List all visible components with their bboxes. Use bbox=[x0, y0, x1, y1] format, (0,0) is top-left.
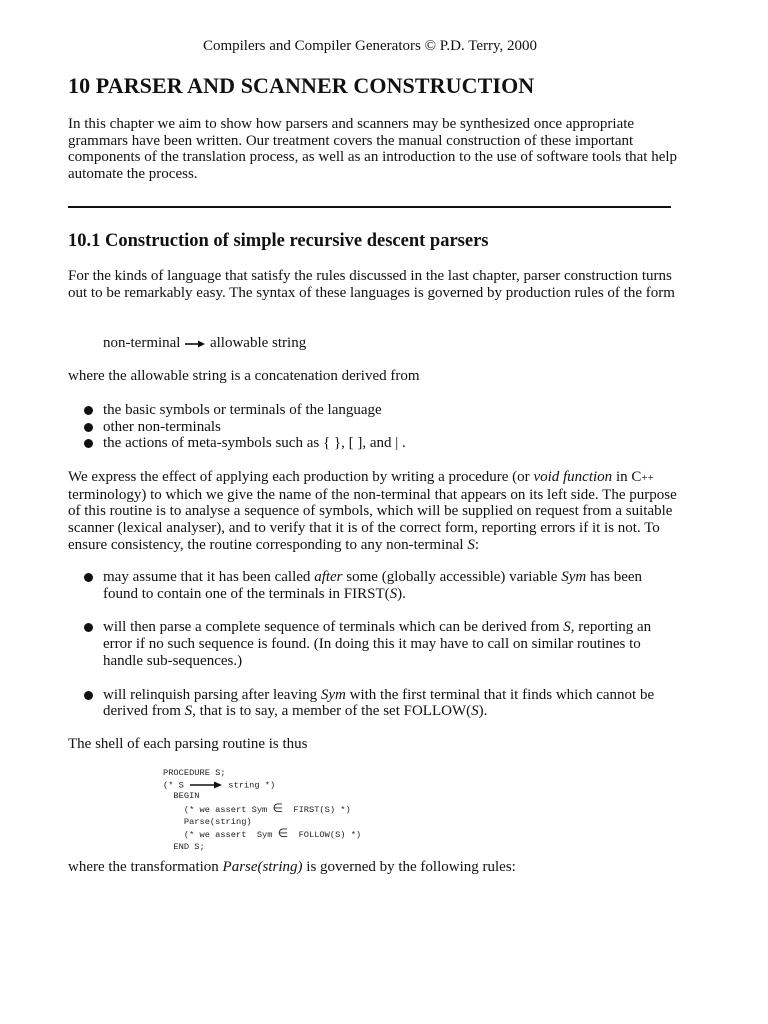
bullet-icon bbox=[84, 691, 93, 700]
production-rhs: allowable string bbox=[209, 335, 307, 351]
paragraph-form: For the kinds of language that satisfy the rules discussed in the last chapter, parser construction turns out to be remarkably easy. The syntax of these languages is governed by production rules of the form bbox=[68, 268, 675, 301]
list-item: the basic symbols or terminals of the language bbox=[84, 402, 664, 419]
bullet-icon bbox=[84, 406, 93, 415]
right-arrow-icon bbox=[184, 339, 206, 349]
element-of-icon: ∈ bbox=[272, 801, 283, 816]
paragraph-derived: where the allowable string is a concatenation derived from bbox=[68, 368, 420, 384]
list-item: may assume that it has been called after some (globally accessible) variable Sym has been found to contain one of the terminals in FIRST(S). bbox=[84, 569, 664, 602]
paragraph-transformation: where the transformation Parse(string) is governed by the following rules: bbox=[68, 859, 516, 875]
bullet-icon bbox=[84, 439, 93, 448]
bullet-icon bbox=[84, 423, 93, 432]
code-block: PROCEDURE S; (* S string *) BEGIN (* we assert Sym ∈ FIRST(S) *) Parse(string) (* we assert Sym ∈ FOLLOW(S) *) END S; bbox=[163, 768, 362, 852]
production-lhs: non-terminal bbox=[103, 335, 181, 351]
running-header: Compilers and Compiler Generators © P.D. Terry, 2000 bbox=[202, 38, 538, 54]
element-of-icon: ∈ bbox=[277, 826, 289, 841]
list-item: will relinquish parsing after leaving Sym with the first terminal that it finds which cannot be derived from S, that is to say, a member of the set FOLLOW(S). bbox=[84, 687, 664, 720]
derivation-list bbox=[84, 402, 664, 452]
bullet-icon bbox=[84, 623, 93, 632]
chapter-title: 10 PARSER AND SCANNER CONSTRUCTION bbox=[68, 73, 535, 98]
paragraph-procedure: We express the effect of applying each production by writing a procedure (or void function in C++ terminology) to which we give the name of the non-terminal that appears on its left side. The purpose of this routine is to analyse a sequence of symbols, which will be supplied on request from a suitable scanner (lexical analyser), and to verify that it is of the correct form, reporting errors if it is not. To ensure consistency, the routine corresponding to any non-terminal S: bbox=[68, 469, 677, 553]
section-heading: 10.1 Construction of simple recursive descent parsers bbox=[68, 231, 489, 251]
bullet-icon bbox=[84, 573, 93, 582]
list-item: will then parse a complete sequence of terminals which can be derived from S, reporting an error if no such sequence is found. (In doing this it may have to call on similar routines to handle sub-sequences.) bbox=[84, 619, 664, 669]
horizontal-rule bbox=[68, 206, 671, 208]
list-item: other non-terminals bbox=[84, 419, 664, 436]
intro-paragraph: In this chapter we aim to show how parsers and scanners may be synthesized once appropriate grammars have been written. Our treatment covers the manual construction of these important components of the translation process, as well as an introduction to the use of software tools that help automate the process. bbox=[68, 116, 678, 183]
paragraph-shell: The shell of each parsing routine is thus bbox=[68, 736, 308, 752]
right-arrow-icon bbox=[189, 780, 223, 790]
list-item: the actions of meta-symbols such as { }, [ ], and | . bbox=[84, 435, 664, 452]
production-rule bbox=[103, 335, 306, 352]
routine-properties-list bbox=[84, 569, 664, 720]
